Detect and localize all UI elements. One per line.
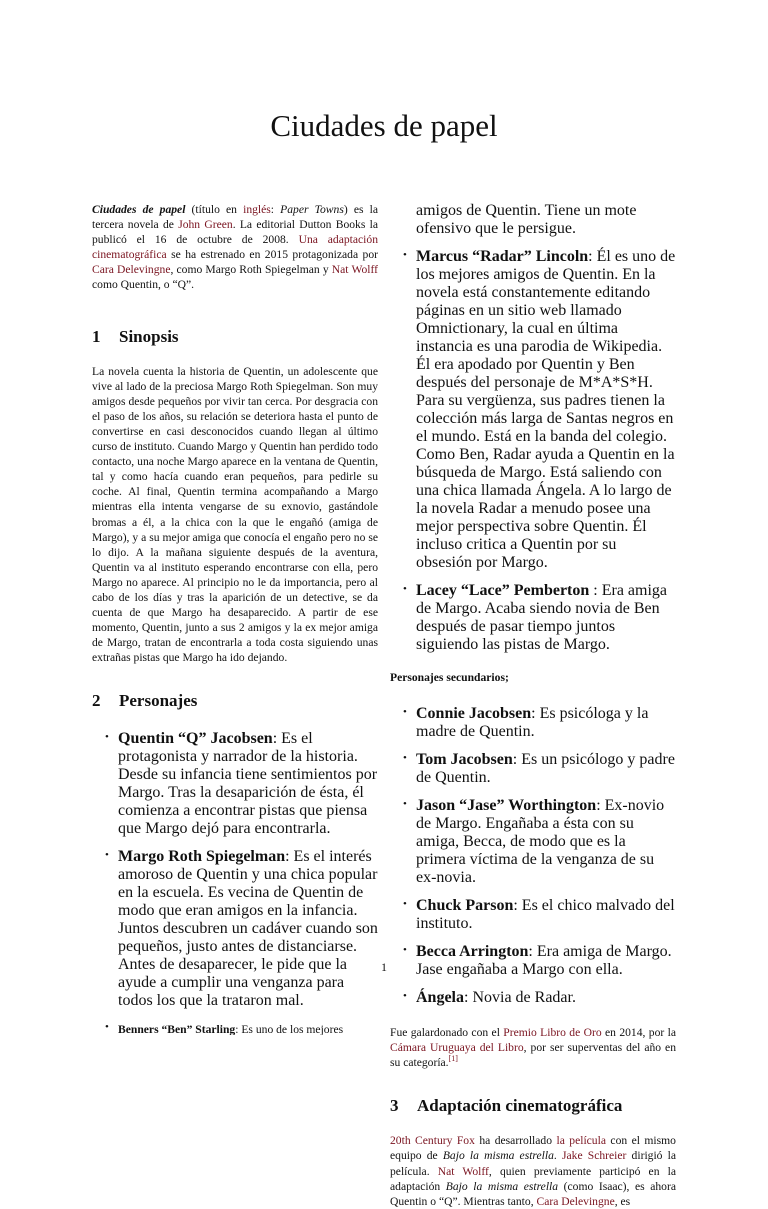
list-item: • Connie Jacobsen: Es psicóloga y la madre de Quentin. — [403, 705, 649, 741]
list-item: • Tom Jacobsen: Es un psicólogo y padre de Quentin. — [403, 751, 675, 787]
page-title: Ciudades de papel — [270, 108, 498, 143]
link-la-pelicula[interactable]: la película — [556, 1134, 606, 1148]
main-characters-list-cont — [390, 202, 676, 654]
heading-adaptacion: 3 Adaptación cinematográfica — [390, 1096, 623, 1116]
link-cara-delevingne[interactable]: Cara Delevingne — [92, 263, 171, 277]
list-item: • Chuck Parson: Es el chico malvado del instituto. — [403, 897, 675, 933]
main-characters-list — [92, 730, 378, 1035]
list-item: • Lacey “Lace” Pemberton : Era amiga de Margo. Acaba siendo novia de Ben después de pasar tiempo juntos siguiendo las pistas de Margo. — [403, 582, 668, 653]
secondary-heading: Personajes secundarios; — [390, 671, 509, 684]
link-john-green[interactable]: John Green — [178, 218, 233, 232]
award-paragraph: Fue galardonado con el Premio Libro de Oro en 2014, por la Cámara Uruguaya del Libro, por ser superventas del año en su categoría.[1] — [390, 1026, 676, 1070]
reference-link[interactable]: [1] — [448, 1054, 458, 1064]
left-column — [92, 202, 378, 1035]
sinopsis-paragraph: La novela cuenta la historia de Quentin, un adolescente que vive al lado de la preciosa Margo Roth Spiegelman. Son muy amigos desde pequeños por vivir tan cerca. Por desgracia con el paso de los años, su relación se deteriora hasta el punto de convertirse en casi desconocidos cuando llegan al último curso de instituto. Cuando Margo y Quentin han perdido todo contacto, una noche Margo aparece en la ventana de Quentin, tal y como hacía cuando eran pequeños, para pedirle su coche. Al final, Quentin termina acompañando a Margo mientras ella intenta vengarse de su exnovio, gastándole bromas a él, a la chica con la que le engañó (amiga de Margo), y a su mejor amiga que conocía el engaño pero no se lo dijo. A la mañana siguiente después de la aventura, Quentin va al instituto esperando encontrarse con ella, pero Margo no aparece. Al principio no le da importancia, pero al cabo de los días y tras la aparición de un detective, se da cuenta de que Margo ha desaparecido. A partir de ese momento, Quentin, junto a sus 2 amigos y la ex mejor amiga de Margo, tratan de encontrarla a toda costa siguiendo unas extrañas pistas que Margo ha ido dejando. — [92, 364, 378, 665]
heading-sinopsis: 1 Sinopsis — [92, 326, 179, 346]
link-cara-delevingne-2[interactable]: Cara Delevingne — [536, 1194, 615, 1208]
link-camara-uruguaya[interactable]: Cámara Uruguaya del Libro — [390, 1041, 524, 1055]
link-nat-wolff[interactable]: Nat Wolff — [331, 263, 378, 277]
link-20th-century-fox[interactable]: 20th Century Fox — [390, 1134, 475, 1148]
link-ingles[interactable]: inglés — [243, 203, 271, 216]
page-number: 1 — [381, 960, 387, 974]
list-item: • Quentin “Q” Jacobsen: Es el protagonista y narrador de la historia. Desde su infancia tiene sentimientos por Margo. Tras la desaparición de ésta, él comienza a encontrar pistas que piensa que Margo dejó para encontrarla. — [105, 730, 378, 838]
list-item: • Becca Arrington: Era amiga de Margo. Jase engañaba a Margo con ella. — [403, 943, 672, 979]
link-adaptacion[interactable]: Una adaptación cinematográfica — [92, 233, 378, 262]
list-item: • Marcus “Radar” Lincoln: Él es uno de los mejores amigos de Quentin. En la novela está constantemente editando páginas en un sitio web llamado Omnictionary, la cual en última instancia es una parodia de Wikipedia. Él era apodado por Quentin y Ben después del personaje de M*A*S*H. Para su vergüenza, sus padres tienen la colección más larga de Santas negros en el mundo. Está en la banda del colegio. Como Ben, Radar ayuda a Quentin en la búsqueda de Margo. Está saliendo con una chica llamada Ángela. A lo largo de la novela Radar a menudo posee una mejor perspectiva sobre Quentin. Él incluso critica a Quentin por su obsesión por Margo. — [403, 248, 676, 571]
list-item: • Benners “Ben” Starling: Es uno de los mejores — [105, 1021, 344, 1036]
list-item: • Jason “Jase” Worthington: Ex-novio de Margo. Engañaba a ésta con su amiga, Becca, de modo que es la primera víctima de la venganza de su ex-novia. — [403, 797, 665, 887]
list-item: • Ángela: Novia de Radar. — [403, 989, 576, 1007]
adaptacion-paragraph: 20th Century Fox ha desarrollado la película con el mismo equipo de Bajo la misma estrella. Jake Schreier dirigió la película. Nat Wolff, quien previamente participó en la adaptación Bajo la misma estrella (como Isaac), es ahora Quentin o “Q”. Mientras tanto, Cara Delevingne, es — [390, 1134, 677, 1208]
right-column — [390, 202, 676, 1209]
list-item: amigos de Quentin. Tiene un mote ofensivo que le persigue. — [416, 202, 637, 237]
list-item: • Margo Roth Spiegelman: Es el interés amoroso de Quentin y una chica popular en la escuela. Es vecina de Quentin de modo que eran amigos en la infancia. Juntos descubren un cadáver cuando son pequeños, justo antes de distanciarse. Antes de desaparecer, le pide que la ayude a cumplir una venganza para todos los que la trataron mal. — [105, 848, 378, 1010]
intro-paragraph: Ciudades de papel (título en inglés: Paper Towns) es la tercera novela de John Green. La editorial Dutton Books la publicó el 16 de octubre de 2008. Una adaptación cinematográfica se ha estrenado en 2015 protagonizada por Cara Delevingne, como Margo Roth Spiegelman y Nat Wolff como Quentin, o “Q”. — [92, 203, 378, 292]
link-nat-wolff-2[interactable]: Nat Wolff — [437, 1164, 489, 1178]
link-premio-libro-de-oro[interactable]: Premio Libro de Oro — [503, 1026, 602, 1040]
link-jake-schreier[interactable]: Jake Schreier — [561, 1149, 627, 1163]
heading-personajes: 2 Personajes — [92, 691, 198, 711]
